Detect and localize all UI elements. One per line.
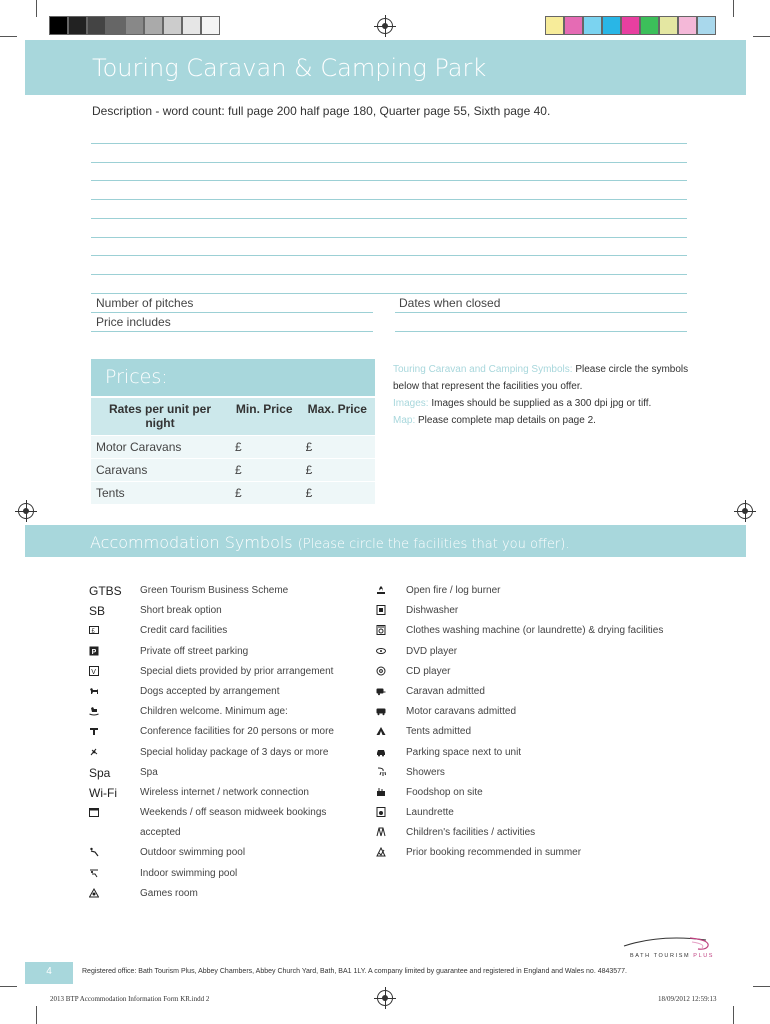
- accommodation-heading: Accommodation Symbols: [90, 533, 293, 552]
- crop-mark: [36, 0, 37, 17]
- registration-mark-right: [737, 503, 753, 519]
- dates-closed-field-2[interactable]: [395, 331, 687, 332]
- min-price-field[interactable]: £: [229, 482, 300, 505]
- laundrette-icon: [376, 807, 386, 817]
- dog-icon: [89, 686, 99, 696]
- svg-text:V: V: [91, 668, 96, 676]
- symbol-row[interactable]: [374, 664, 694, 684]
- description-line[interactable]: [91, 274, 687, 275]
- indoor-pool-icon: [89, 868, 99, 878]
- registration-mark-bottom: [377, 990, 393, 1006]
- symbol-description: Dishwasher: [406, 605, 459, 617]
- prices-panel: [91, 359, 375, 504]
- symbol-code: SB: [89, 604, 106, 619]
- price-row: [91, 436, 375, 459]
- dates-closed-field[interactable]: [395, 312, 687, 313]
- symbol-row[interactable]: [89, 845, 379, 865]
- games-room-icon: [89, 888, 99, 898]
- symbol-row[interactable]: [89, 825, 379, 845]
- symbol-description: Foodshop on site: [406, 786, 483, 798]
- crop-mark: [753, 986, 770, 987]
- symbol-description: Special diets provided by prior arrangement: [140, 665, 334, 677]
- description-line[interactable]: [91, 293, 687, 294]
- symbols-note-text: Please circle the symbols below that represent the facilities you offer.: [393, 364, 689, 392]
- symbol-description: Dogs accepted by arrangement: [140, 685, 280, 697]
- min-price-field[interactable]: £: [229, 459, 300, 482]
- symbol-description: Open fire / log burner: [406, 585, 501, 596]
- symbol-description: Prior booking recommended in summer: [406, 847, 582, 859]
- slug-timestamp: 18/09/2012 12:59:13: [658, 995, 717, 1003]
- min-price-field[interactable]: £: [229, 436, 300, 459]
- images-note-label: Images:: [393, 398, 429, 409]
- symbol-row[interactable]: [374, 745, 694, 765]
- symbol-row[interactable]: [89, 623, 379, 643]
- symbol-description: Private off street parking: [140, 645, 249, 657]
- symbol-row[interactable]: [89, 724, 379, 744]
- symbol-row[interactable]: [374, 684, 694, 704]
- column-header-min: Min. Price: [229, 398, 300, 436]
- symbol-row[interactable]: [374, 785, 694, 805]
- description-line[interactable]: [91, 237, 687, 238]
- playground-icon: [376, 827, 386, 837]
- price-includes-label: Price includes: [96, 315, 171, 329]
- description-line[interactable]: [91, 218, 687, 219]
- symbol-row[interactable]: [89, 603, 379, 623]
- map-note-text: Please complete map details on page 2.: [415, 415, 596, 426]
- price-includes-field[interactable]: [91, 331, 373, 332]
- symbol-description: Wireless internet / network connection: [140, 786, 309, 798]
- dvd-icon: [376, 646, 386, 656]
- svg-text:P: P: [91, 648, 97, 656]
- booking-icon: [376, 847, 386, 857]
- svg-text:£: £: [91, 628, 95, 635]
- column-header-max: Max. Price: [300, 398, 375, 436]
- slug-filename: 2013 BTP Accommodation Information Form KR.indd 2: [50, 995, 210, 1003]
- symbol-description: Children welcome. Minimum age:: [140, 706, 288, 718]
- car-icon: [376, 747, 386, 757]
- crop-mark: [0, 36, 17, 37]
- images-note-text: Images should be supplied as a 300 dpi jpg or tiff.: [428, 398, 652, 409]
- symbol-description: accepted: [140, 827, 181, 839]
- symbols-list-right: [374, 583, 694, 866]
- symbol-row[interactable]: [89, 805, 379, 825]
- credit-card-icon: [89, 625, 99, 635]
- symbol-row[interactable]: [89, 745, 379, 765]
- symbol-row[interactable]: [89, 684, 379, 704]
- symbol-code: Wi-Fi: [89, 785, 117, 800]
- accommodation-subtitle: (Please circle the facilities that you offer).: [297, 537, 570, 552]
- registration-mark-top: [377, 18, 393, 34]
- page-title: Touring Caravan & Camping Park: [92, 54, 487, 82]
- symbol-description: Children's facilities / activities: [406, 827, 536, 839]
- crop-mark: [753, 36, 770, 37]
- crop-mark: [36, 1006, 37, 1024]
- bath-tourism-logo: [620, 932, 716, 964]
- description-line[interactable]: [91, 255, 687, 256]
- symbol-row[interactable]: [374, 644, 694, 664]
- symbol-description: Conference facilities for 20 persons or more: [140, 726, 334, 738]
- symbol-description: Caravan admitted: [406, 685, 485, 697]
- holiday-package-icon: [89, 747, 99, 757]
- dates-closed-label: Dates when closed: [399, 296, 501, 310]
- caravan-icon: [376, 686, 386, 696]
- accommodation-title: [90, 533, 569, 552]
- symbol-row[interactable]: [374, 603, 694, 623]
- unit-type: Motor Caravans: [91, 436, 229, 459]
- parking-icon: [89, 646, 99, 656]
- instructions-notes: [393, 361, 693, 429]
- symbol-description: Clothes washing machine (or laundrette) & drying facilities: [406, 625, 664, 637]
- symbol-description: CD player: [406, 665, 451, 677]
- symbols-list-left: [89, 583, 379, 906]
- max-price-field[interactable]: £: [300, 436, 375, 459]
- logo-wordmark: [630, 953, 714, 959]
- symbol-row[interactable]: [89, 583, 379, 603]
- description-line[interactable]: [91, 162, 687, 163]
- pitches-field[interactable]: [91, 312, 373, 313]
- symbol-description: Green Tourism Business Scheme: [140, 585, 289, 596]
- crop-mark: [0, 986, 17, 987]
- description-line[interactable]: [91, 199, 687, 200]
- motor-caravan-icon: [376, 706, 386, 716]
- unit-type: Tents: [91, 482, 229, 505]
- dishwasher-icon: [376, 605, 386, 615]
- symbol-code: GTBS: [89, 584, 122, 598]
- crop-mark: [733, 1006, 734, 1024]
- pitches-label: Number of pitches: [96, 296, 194, 310]
- description-prompt: Description - word count: full page 200 half page 180, Quarter page 55, Sixth page 40.: [92, 104, 551, 118]
- symbol-row[interactable]: [374, 825, 694, 845]
- symbol-row[interactable]: [89, 644, 379, 664]
- registered-office: Registered office: Bath Tourism Plus, Abbey Chambers, Abbey Church Yard, Bath, BA1 1LY. A company limited by guarantee and registered in England and Wales no. 4843577.: [82, 968, 627, 975]
- symbol-description: Indoor swimming pool: [140, 867, 238, 879]
- special-diet-icon: [89, 666, 99, 676]
- symbol-description: Laundrette: [406, 807, 454, 819]
- price-row: [91, 482, 375, 505]
- symbol-row[interactable]: [374, 583, 694, 603]
- outdoor-pool-icon: [89, 847, 99, 857]
- symbol-row[interactable]: [374, 724, 694, 744]
- symbol-row[interactable]: [89, 866, 379, 886]
- page-number: 4: [25, 962, 73, 984]
- description-line[interactable]: [91, 180, 687, 181]
- symbol-description: Tents admitted: [406, 726, 472, 738]
- symbol-description: Short break option: [140, 605, 222, 617]
- prices-heading: Prices:: [91, 359, 375, 396]
- symbol-description: Special holiday package of 3 days or more: [140, 746, 329, 758]
- foodshop-icon: [376, 787, 386, 797]
- logo-main: BATH TOURISM: [630, 953, 691, 959]
- symbol-description: Credit card facilities: [140, 625, 228, 637]
- max-price-field[interactable]: £: [300, 482, 375, 505]
- symbol-description: Motor caravans admitted: [406, 706, 517, 718]
- symbol-row[interactable]: [89, 704, 379, 724]
- symbol-description: Weekends / off season midweek bookings: [140, 807, 327, 819]
- color-calibration-bar: [545, 16, 716, 35]
- symbol-row[interactable]: [374, 765, 694, 785]
- symbol-description: Outdoor swimming pool: [140, 847, 246, 859]
- symbol-row[interactable]: [374, 805, 694, 825]
- washing-machine-icon: [376, 625, 386, 635]
- symbol-row[interactable]: [89, 785, 379, 805]
- column-header-rates: Rates per unit per night: [91, 398, 229, 436]
- grey-calibration-bar: [49, 16, 220, 35]
- crop-mark: [733, 0, 734, 17]
- price-row: [91, 459, 375, 482]
- description-line[interactable]: [91, 143, 687, 144]
- tent-icon: [376, 726, 386, 736]
- cd-icon: [376, 666, 386, 676]
- calendar-icon: [89, 807, 99, 817]
- symbol-description: Games room: [140, 887, 198, 899]
- rocking-horse-icon: [89, 706, 99, 716]
- conference-icon: [89, 726, 99, 736]
- map-note-label: Map:: [393, 415, 416, 426]
- symbol-row[interactable]: [374, 845, 694, 865]
- symbol-description: Spa: [140, 766, 158, 778]
- symbol-code: Spa: [89, 765, 111, 780]
- symbol-row[interactable]: [89, 765, 379, 785]
- symbol-row[interactable]: [89, 664, 379, 684]
- symbol-description: DVD player: [406, 645, 458, 657]
- unit-type: Caravans: [91, 459, 229, 482]
- symbol-row[interactable]: [89, 886, 379, 906]
- prices-table: [91, 398, 375, 504]
- open-fire-icon: [376, 585, 386, 595]
- symbol-description: Showers: [406, 766, 445, 778]
- logo-accent: PLUS: [693, 953, 715, 959]
- symbol-row[interactable]: [374, 623, 694, 643]
- max-price-field[interactable]: £: [300, 459, 375, 482]
- symbol-row[interactable]: [374, 704, 694, 724]
- symbols-note-label: Touring Caravan and Camping Symbols:: [393, 364, 573, 375]
- shower-icon: [376, 767, 386, 777]
- symbol-description: Parking space next to unit: [406, 746, 522, 758]
- registration-mark-left: [18, 503, 34, 519]
